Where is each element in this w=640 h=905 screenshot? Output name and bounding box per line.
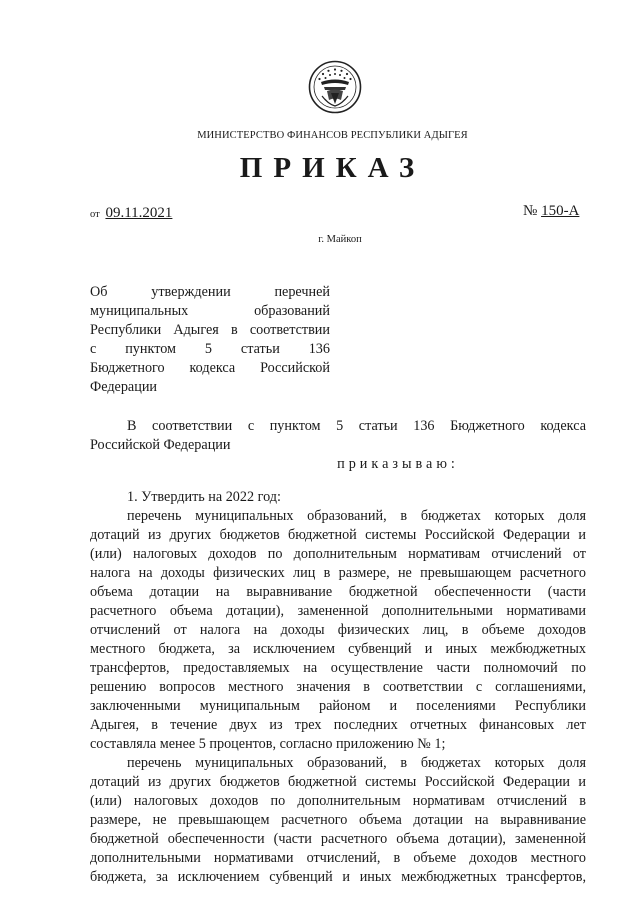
number-value: 150-А [541, 203, 580, 219]
preamble [90, 417, 586, 455]
para1-line: объема дотации на выравнивание бюджетной обеспеченности (части [90, 584, 586, 600]
order-word: приказываю: [337, 456, 459, 472]
number-prefix: № [523, 203, 538, 219]
ministry-name: МИНИСТЕРСТВО ФИНАНСОВ РЕСПУБЛИКИ АДЫГЕЯ [197, 130, 468, 141]
para1-line: дотаций из других бюджетов бюджетной системы Российской Федерации и [90, 527, 586, 543]
para1-line: налога на доходы физических лиц в размере, не превышающем расчетного [90, 565, 586, 581]
subject-line: с пунктом 5 статьи 136 [90, 341, 330, 357]
item1-heading: 1. Утвердить на 2022 год: [127, 489, 281, 505]
para2-line: перечень муниципальных образований, в бюджетах которых доля [127, 755, 586, 771]
para2-line: дотаций из других бюджетов бюджетной системы Российской Федерации и [90, 774, 586, 790]
para1-line: (или) налоговых доходов по дополнительным нормативам отчислений от [90, 546, 586, 562]
para2-line: (или) налоговых доходов по дополнительным нормативам отчислений в [90, 793, 586, 809]
document-title: ПРИКАЗ [239, 152, 426, 184]
para1-line: местного бюджета, за исключением субвенций и иных межбюджетных [90, 641, 586, 657]
adygea-coat-of-arms-icon [308, 60, 362, 114]
preamble-line: В соответствии с пунктом 5 статьи 136 Бюджетного кодекса [127, 418, 586, 434]
date-value: 09.11.2021 [105, 205, 173, 221]
para1-line: трансфертов, предоставляемых на осуществление части полномочий по [90, 660, 586, 676]
para1-line: заключенными муниципальным районом и поселениями Республики [90, 698, 586, 714]
paragraph-1 [90, 507, 586, 754]
preamble-line: Российской Федерации [90, 437, 231, 453]
paragraph-2 [90, 754, 586, 887]
para1-line: отчислений от налога на доходы физических лиц, в объеме доходов [90, 622, 586, 638]
para1-line: составляла менее 5 процентов, согласно приложению № 1; [90, 736, 446, 752]
para1-line: решению вопросов местного значения в соответствии с соглашениями, [90, 679, 586, 695]
order-date [90, 205, 172, 222]
order-number [523, 203, 579, 220]
para1-line: Адыгея, в течение двух из трех последних отчетных финансовых лет [90, 717, 586, 733]
subject-line: Федерации [90, 379, 158, 395]
para2-line: бюджетной обеспеченности (части расчетного объема дотации), замененной [90, 831, 586, 847]
subject-line: муниципальных образований [90, 303, 330, 319]
para2-line: дополнительными нормативами отчислений, в объеме доходов местного [90, 850, 586, 866]
para2-line: бюджета, за исключением субвенций и иных межбюджетных трансфертов, [90, 869, 586, 885]
subject-line: Об утверждении перечней [90, 284, 330, 300]
subject-line: Бюджетного кодекса Российской [90, 360, 330, 376]
document-body [90, 417, 586, 887]
subject-line: Республики Адыгея в соответствии [90, 322, 330, 338]
city: г. Майкоп [318, 234, 362, 245]
para1-line: перечень муниципальных образований, в бюджетах которых доля [127, 508, 586, 524]
para2-line: размере, не превышающем расчетного объема дотации на выравнивание [90, 812, 586, 828]
document-subject [90, 283, 330, 397]
para1-line: расчетного объема дотации), замененной дополнительными нормативами [90, 603, 586, 619]
date-prefix: от [90, 209, 100, 220]
